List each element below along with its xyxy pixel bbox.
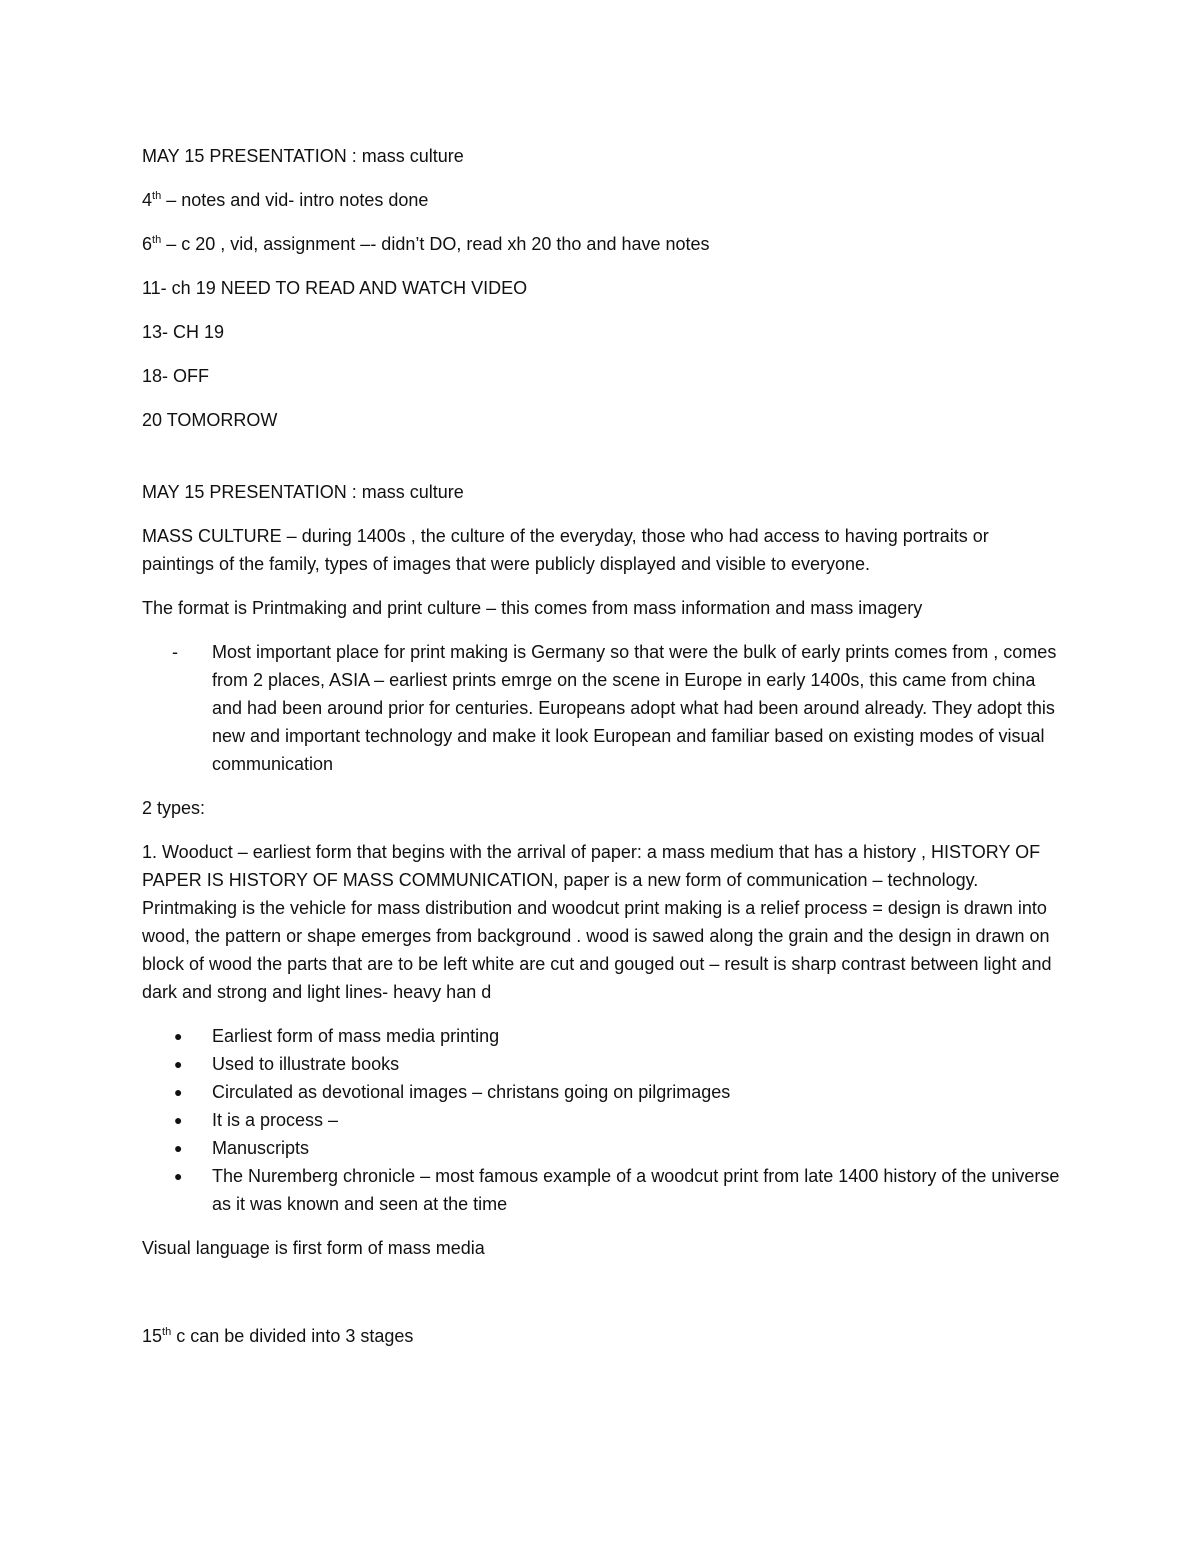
stages-paragraph: 15th c can be divided into 3 stages	[142, 1326, 414, 1346]
schedule-line: 13- CH 19	[142, 322, 225, 342]
bullet-list	[142, 1022, 1062, 1218]
list-item: ● Earliest form of mass media printing	[142, 1022, 1062, 1050]
bullet-icon: ●	[174, 1028, 183, 1044]
schedule-line: 6th – c 20 , vid, assignment –- didn’t DO, read xh 20 tho and have notes	[142, 234, 710, 254]
schedule-line: 11- ch 19 NEED TO READ AND WATCH VIDEO	[142, 278, 528, 298]
schedule-heading: MAY 15 PRESENTATION : mass culture	[142, 146, 464, 166]
schedule-line: 20 TOMORROW	[142, 410, 278, 430]
notes-heading: MAY 15 PRESENTATION : mass culture	[142, 482, 464, 502]
dash-marker: -	[172, 642, 178, 662]
list-item: ● Circulated as devotional images – christans going on pilgrimages	[142, 1078, 1062, 1106]
bullet-icon: ●	[174, 1056, 183, 1072]
schedule-line: 4th – notes and vid- intro notes done	[142, 190, 429, 210]
list-item-text: Most important place for print making is Germany so that were the bulk of early prints comes from , comes from 2 places, ASIA – earliest prints emrge on the scene in Europe in early 1400s, this came from china and had been around prior for centuries. Europeans adopt what had been around already. They adopt this new and important technology and make it look European and familiar based on existing modes of visual communication	[212, 642, 1057, 774]
mass-culture-paragraph: MASS CULTURE – during 1400s , the culture of the everyday, those who had access to having portraits or paintings of the family, types of images that were publicly displayed and visible to everyone.	[142, 526, 989, 574]
list-item: ● Manuscripts	[142, 1134, 1062, 1162]
visual-language-paragraph: Visual language is first form of mass media	[142, 1238, 485, 1258]
list-item: ● The Nuremberg chronicle – most famous example of a woodcut print from late 1400 history of the universe as it was known and seen at the time	[142, 1162, 1062, 1218]
woodcut-paragraph: 1. Wooduct – earliest form that begins with the arrival of paper: a mass medium that has a history , HISTORY OF PAPER IS HISTORY OF MASS COMMUNICATION, paper is a new form of communication – technology. Printmaking is the vehicle for mass distribution and woodcut print making is a relief process = design is drawn into wood, the pattern or shape emerges from background . wood is sawed along the grain and the design in drawn on block of wood the parts that are to be left white are cut and gouged out – result is sharp contrast between light and dark and strong and light lines- heavy han d	[142, 842, 1052, 1002]
list-item: ● Used to illustrate books	[142, 1050, 1062, 1078]
list-item: ● It is a process –	[142, 1106, 1062, 1134]
bullet-icon: ●	[174, 1084, 183, 1100]
types-label: 2 types:	[142, 798, 206, 818]
bullet-icon: ●	[174, 1140, 183, 1156]
schedule-line: 18- OFF	[142, 366, 210, 386]
list-item	[142, 638, 1062, 778]
bullet-icon: ●	[174, 1168, 183, 1184]
bullet-icon: ●	[174, 1112, 183, 1128]
format-paragraph: The format is Printmaking and print culture – this comes from mass information and mass imagery	[142, 598, 923, 618]
dash-list	[142, 638, 1062, 778]
document-body	[142, 142, 1062, 1366]
